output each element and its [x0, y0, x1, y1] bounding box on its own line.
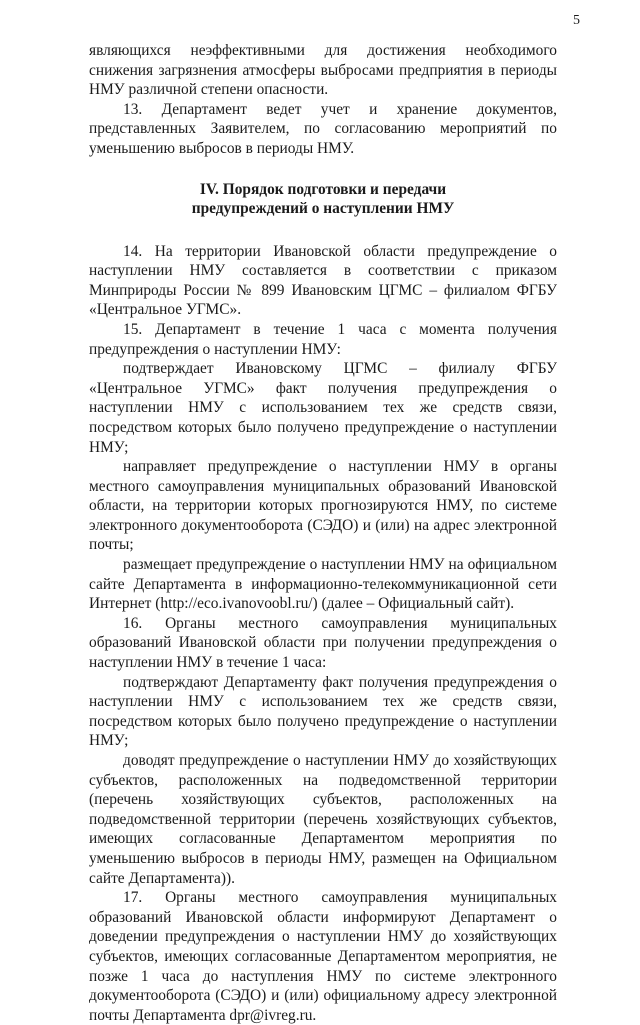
page-number: 5	[573, 13, 580, 28]
paragraph-16: 16. Органы местного самоуправления муниципальных образований Ивановской области при получении предупреждения о наступлении НМУ в течение 1 часа:	[89, 614, 557, 672]
paragraph-14: 14. На территории Ивановской области предупреждение о наступлении НМУ составляется в соответствии с приказом Минприроды России № 899 Ивановским ЦГМС – филиалом ФГБУ «Центральное УГМС».	[89, 242, 557, 319]
paragraph-17: 17. Органы местного самоуправления муниципальных образований Ивановской области информируют Департамент о доведении предупреждения о наступлении НМУ до хозяйствующих субъектов, имеющих согласованные Департаментом мероприятия, не позже 1 часа до наступления НМУ по системе электронного документооборота (СЭДО) и (или) официальному адресу электронной почты Департамента dpr@ivreg.ru.	[89, 889, 557, 1024]
paragraph-continuation: являющихся неэффективными для достижения необходимого снижения загрязнения атмосферы выбросами предприятия в периоды НМУ различной степени опасности.	[89, 42, 557, 99]
paragraph-15-item-1: подтверждает Ивановскому ЦГМС – филиалу ФГБУ «Центральное УГМС» факт получения предупреждения о наступлении НМУ с использованием тех же средств связи, посредством которых было получено предупреждение о наступлении НМУ;	[89, 360, 557, 456]
document-body	[89, 41, 557, 1025]
paragraph-15-item-3: размещает предупреждение о наступлении НМУ на официальном сайте Департамента в информационно-телекоммуникационной сети Интернет (http://eco.ivanovoobl.ru/) (далее – Официальный сайт).	[89, 556, 557, 613]
paragraph-15-item-2: направляет предупреждение о наступлении НМУ в органы местного самоуправления муниципальных образований Ивановской области, на территории которых прогнозируются НМУ, по системе электронного документооборота (СЭДО) и (или) на адрес электронной почты;	[89, 458, 557, 554]
paragraph-16-item-1: подтверждают Департаменту факт получения предупреждения о наступлении НМУ с использованием тех же средств связи, посредством которых было получено предупреждение о наступлении НМУ;	[89, 673, 557, 750]
section-heading	[89, 180, 557, 218]
paragraph-16-item-2: доводят предупреждение о наступлении НМУ до хозяйствующих субъектов, расположенных на подведомственной территории (перечень хозяйствующих субъектов, расположенных на подведомственной территории (перечень хозяйствующих субъектов, имеющих согласованные Департаментом мероприятия по уменьшению выбросов в периоды НМУ, размещен на Официальном сайте Департамента)).	[89, 752, 557, 887]
paragraph-13: 13. Департамент ведет учет и хранение документов, представленных Заявителем, по согласованию мероприятий по уменьшению выбросов в периоды НМУ.	[89, 100, 557, 157]
section-heading-line-1: IV. Порядок подготовки и передачи	[199, 180, 447, 198]
section-heading-line-2: предупреждений о наступлении НМУ	[191, 199, 455, 217]
paragraph-15: 15. Департамент в течение 1 часа с момента получения предупреждения о наступлении НМУ:	[89, 320, 557, 358]
